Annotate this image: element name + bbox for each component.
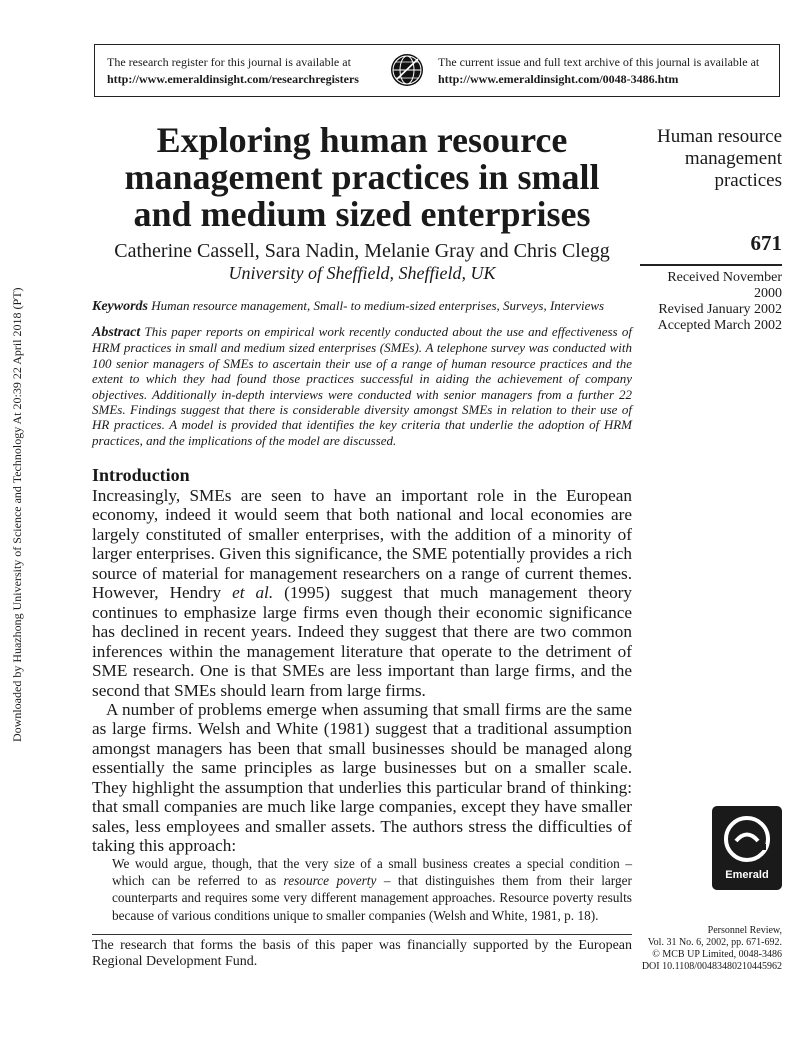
register-right-text: The current issue and full text archive of this journal is available at bbox=[438, 55, 760, 69]
register-left bbox=[107, 54, 377, 88]
abstract bbox=[92, 324, 632, 448]
register-left-url[interactable]: http://www.emeraldinsight.com/researchregisters bbox=[107, 72, 359, 86]
quote-emphasis: resource poverty bbox=[283, 873, 377, 889]
article-title bbox=[92, 122, 632, 233]
register-right bbox=[438, 54, 778, 88]
paragraph-text: Increasingly, SMEs are seen to have an important role in the European economy, indeed it would seem that both national and local economies are largely constituted of smaller enterprises, with the addition of a minority of larger enterprises. Given this significance, the SME potentially provides a rich source of material for management researchers on a range of current themes. However, Hendry bbox=[92, 486, 632, 603]
abstract-text: This paper reports on empirical work recently conducted about the use and effectiveness of HRM practices in small and medium sized enterprises (SMEs). A telephone survey was conducted with 100 senior managers of SMEs to ascertain their use of a range of human resource practices and the extent to which they had found those practices successful in aiding the achievement of company objectives. Additionally in-depth interviews were conducted with senior managers from a further 22 SMEs. Findings suggest that there is considerable diversity amongst SMEs in relation to their use of HR practices. A model is provided that identifies the key criteria that underlie the adoption of HRM practices, and the implications of the model are discussed. bbox=[92, 324, 633, 448]
journal-doi: DOI 10.1108/00483480210445962 bbox=[641, 961, 782, 972]
title-line: and medium sized enterprises bbox=[133, 194, 591, 234]
paragraph-text: (1995) suggest that much management theory continues to emphasize large firms even though their economic significance has declined in recent years. Indeed they suggest that there are two common inferences within the management literature that operate to the detriment of SME research. One is that SMEs are less important than large firms, and the second that SMEs should learn from large firms. bbox=[92, 583, 633, 700]
body-text bbox=[92, 486, 632, 856]
keywords-label: Keywords bbox=[92, 299, 148, 314]
abstract-label: Abstract bbox=[92, 325, 141, 340]
quote-text: We would argue, though, that the very size of a small business creates a special condition – which can be referred to as bbox=[112, 856, 632, 889]
download-note bbox=[0, 252, 22, 742]
download-note-text: Downloaded by Huazhong University of Science and Technology At 20:39 22 April 2018 (PT) bbox=[10, 287, 24, 742]
affiliation: University of Sheffield, Sheffield, UK bbox=[228, 263, 496, 283]
divider bbox=[640, 264, 782, 266]
title-line: Exploring human resource bbox=[156, 120, 568, 160]
running-head bbox=[636, 126, 782, 192]
running-head-line: Human resource bbox=[656, 126, 782, 147]
history-dates bbox=[636, 270, 782, 334]
page-number: 671 bbox=[750, 231, 782, 255]
block-quote bbox=[112, 855, 632, 924]
register-left-text: The research register for this journal is available at bbox=[107, 55, 351, 69]
quote-text: – that distinguishes them from their larger counterparts and requires some very different management approaches. Resource poverty results because of various conditions unique to smaller companies (Welsh and White, 1981, p. 18). bbox=[112, 873, 632, 923]
journal-name: Personnel Review, bbox=[707, 925, 782, 936]
authors: Catherine Cassell, Sara Nadin, Melanie Gray and Chris Clegg bbox=[114, 240, 610, 262]
journal-copyright: © MCB UP Limited, 0048-3486 bbox=[652, 949, 782, 960]
globe-icon bbox=[388, 49, 426, 91]
received-date: Received November 2000 bbox=[667, 270, 782, 301]
revised-date: Revised January 2002 bbox=[658, 302, 782, 317]
emerald-logo-text: Emerald bbox=[725, 869, 769, 881]
journal-volume: Vol. 31 No. 6, 2002, pp. 671-692. bbox=[647, 937, 782, 948]
keywords-text: Human resource management, Small- to medium-sized enterprises, Surveys, Interviews bbox=[151, 298, 605, 313]
section-heading: Introduction bbox=[92, 465, 190, 485]
keywords bbox=[92, 298, 632, 315]
running-head-line: practices bbox=[714, 170, 782, 191]
register-right-url[interactable]: http://www.emeraldinsight.com/0048-3486.htm bbox=[438, 72, 679, 86]
etal: et al. bbox=[232, 583, 274, 603]
paragraph: A number of problems emerge when assuming that small firms are the same as large firms. Welsh and White (1981) suggest that a traditional assumption amongst managers has been that small businesses should be managed along essentially the same principles as large businesses but on a smaller scale. They highlight the assumption that underlies this particular brand of thinking: that small companies are much like large companies, except they have smaller sales, less employees and smaller assets. The authors stress the difficulties of taking this approach: bbox=[92, 699, 632, 856]
journal-info bbox=[636, 925, 782, 973]
accepted-date: Accepted March 2002 bbox=[657, 318, 782, 333]
footnote-rule bbox=[92, 934, 632, 935]
title-line: management practices in small bbox=[124, 157, 600, 197]
running-head-line: management bbox=[684, 148, 782, 169]
paragraph bbox=[92, 486, 632, 700]
footnote: The research that forms the basis of this paper was financially supported by the European Regional Development Fund. bbox=[92, 938, 632, 969]
